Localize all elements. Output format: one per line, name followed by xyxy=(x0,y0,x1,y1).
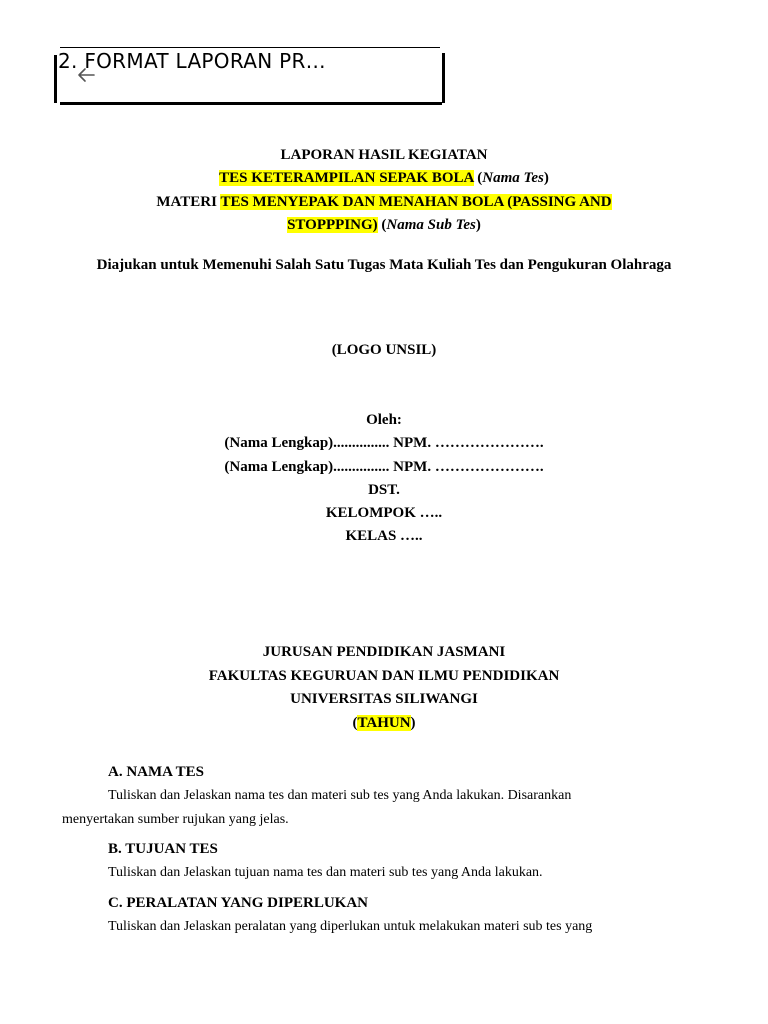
subtest-name-part2: STOPPPING) xyxy=(287,217,378,233)
materi-label: MATERI xyxy=(156,194,221,210)
logo-placeholder-text: (LOGO UNSIL) xyxy=(331,342,437,358)
member-text: (Nama Lengkap)............... NPM. …………………. xyxy=(224,435,544,451)
author-label xyxy=(0,412,768,429)
test-name: TES KETERAMPILAN SEPAK BOLA xyxy=(219,170,474,186)
member-row-2 xyxy=(0,459,768,476)
subtest-note: Nama Sub Tes xyxy=(386,217,476,233)
submission-text: Diajukan untuk Memenuhi Salah Satu Tugas Mata Kuliah Tes dan Pengukuran Olahraga xyxy=(96,257,672,273)
subtest-line-2 xyxy=(0,217,768,234)
group-text: KELOMPOK ….. xyxy=(325,505,443,521)
dst-line xyxy=(0,482,768,499)
department-text: JURUSAN PENDIDIKAN JASMANI xyxy=(262,644,506,660)
title-bar-bottom-border xyxy=(60,102,442,105)
logo-placeholder xyxy=(0,342,768,359)
group-line xyxy=(0,505,768,522)
section-a-text-line-1: Tuliskan dan Jelaskan nama tes dan materi sub tes yang Anda lakukan. Disarankan xyxy=(108,788,572,803)
report-heading-text: LAPORAN HASIL KEGIATAN xyxy=(280,147,488,163)
section-c-title: C. PERALATAN YANG DIPERLUKAN xyxy=(108,895,369,911)
test-name-line xyxy=(0,170,768,187)
section-b-title: B. TUJUAN TES xyxy=(108,841,218,857)
arrow-left-icon[interactable] xyxy=(74,63,98,87)
paren-close: ) xyxy=(475,217,481,233)
year-placeholder: TAHUN xyxy=(357,715,411,731)
paren-open: ( xyxy=(377,217,387,233)
paren-close: ) xyxy=(543,170,549,186)
member-row-1 xyxy=(0,435,768,452)
subtest-name-part1: TES MENYEPAK DAN MENAHAN BOLA (PASSING AND xyxy=(220,194,612,210)
member-text: (Nama Lengkap)............... NPM. …………………. xyxy=(224,459,544,475)
dst-text: DST. xyxy=(368,482,400,498)
test-name-note: Nama Tes xyxy=(482,170,544,186)
title-bar-top-border xyxy=(60,47,440,48)
class-line xyxy=(0,528,768,545)
submission-statement xyxy=(0,257,768,274)
faculty-text: FAKULTAS KEGURUAN DAN ILMU PENDIDIKAN xyxy=(208,668,560,684)
section-a-title: A. NAMA TES xyxy=(108,764,204,780)
paren-close: ) xyxy=(410,715,416,731)
section-c-text-line-1: Tuliskan dan Jelaskan peralatan yang diperlukan untuk melakukan materi sub tes yang xyxy=(108,919,593,934)
class-text: KELAS ….. xyxy=(345,528,423,544)
paren-open: ( xyxy=(352,715,358,731)
university xyxy=(0,691,768,708)
paren-open: ( xyxy=(473,170,483,186)
report-heading xyxy=(0,147,768,164)
author-label-text: Oleh: xyxy=(366,412,402,428)
department xyxy=(0,644,768,661)
subtest-line-1 xyxy=(0,194,768,211)
title-bar-left-border xyxy=(54,55,57,103)
document-title: 2. FORMAT LAPORAN PR… xyxy=(58,49,326,73)
section-a-text-line-2: menyertakan sumber rujukan yang jelas. xyxy=(62,812,289,827)
document-title-bar xyxy=(54,45,445,105)
title-bar-right-border xyxy=(442,53,445,103)
faculty xyxy=(0,668,768,685)
section-b-text-line-1: Tuliskan dan Jelaskan tujuan nama tes dan materi sub tes yang Anda lakukan. xyxy=(108,865,543,880)
year-line xyxy=(0,715,768,732)
university-text: UNIVERSITAS SILIWANGI xyxy=(290,691,478,707)
